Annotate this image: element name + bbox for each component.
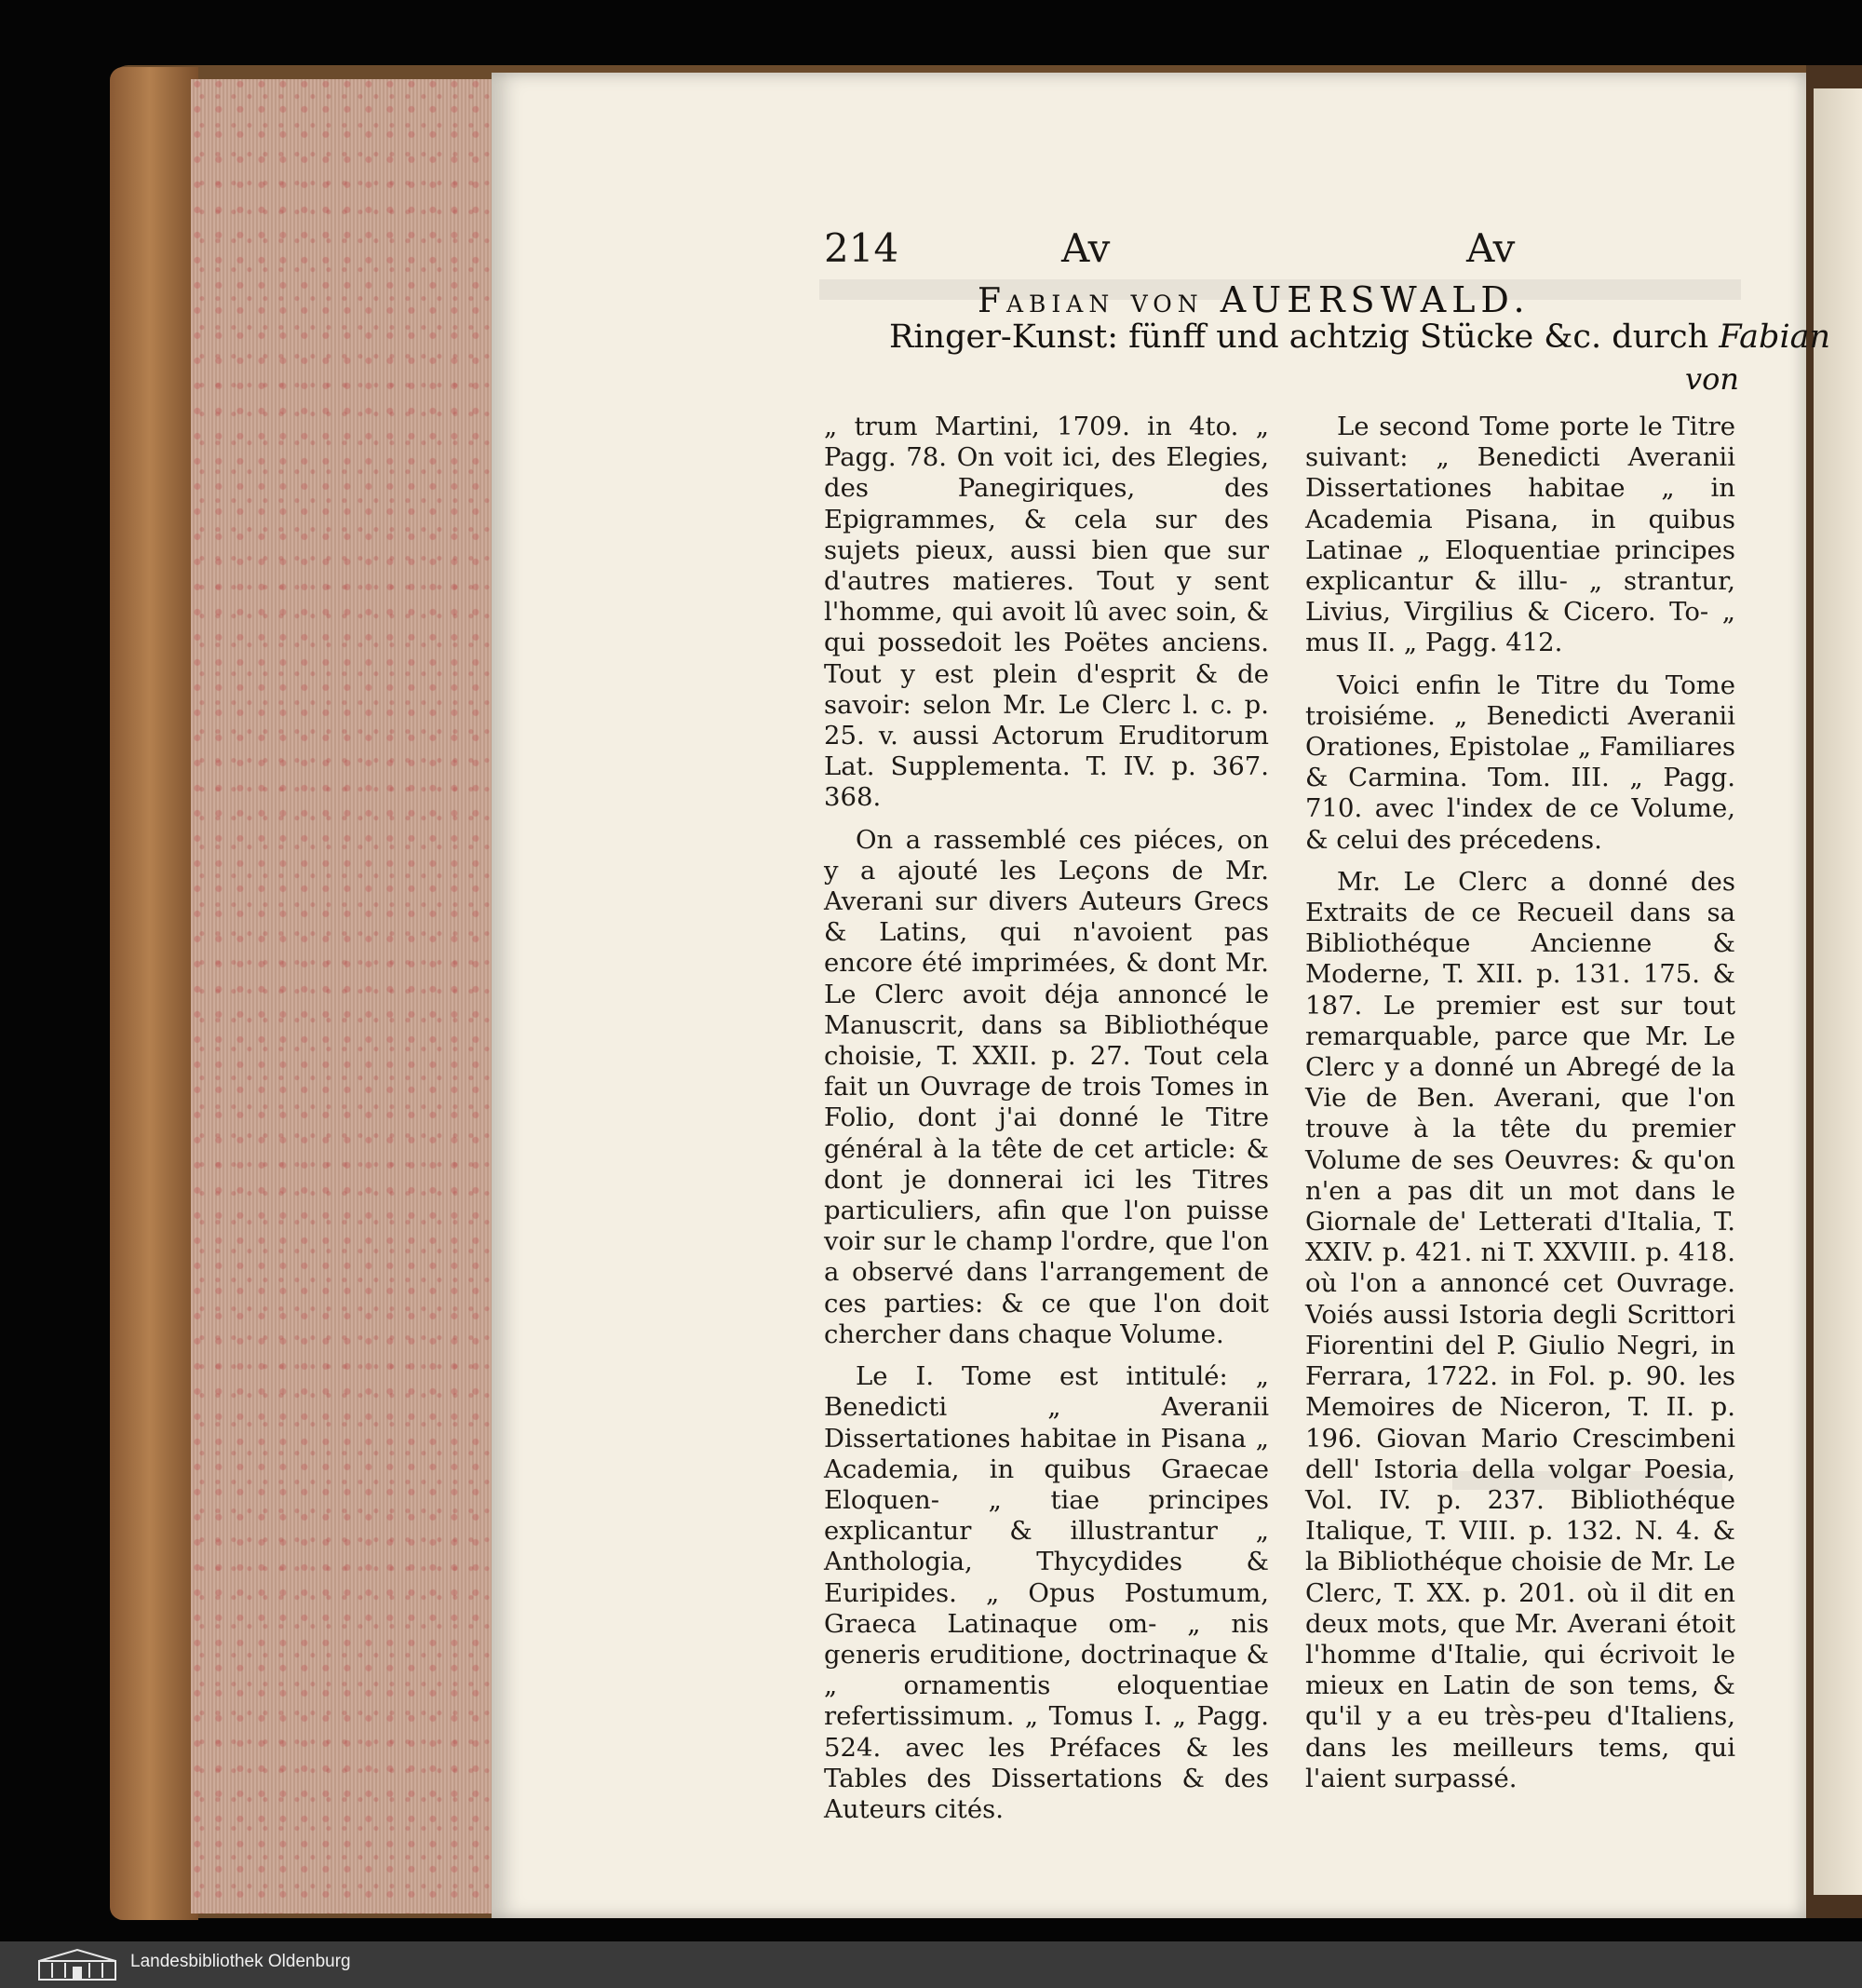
book-spine: [110, 67, 198, 1920]
viewer-footer: [0, 1941, 1862, 1988]
text-column-left: [824, 412, 1269, 1836]
paragraph: Le I. Tome est intitulé: „ Benedicti „ Averanii Dissertationes habitae in Pisana „ Academia, in quibus Graecae Eloquen- „ tiae principes explicantur & illustrantur „ Anthologia, Thycydides & Euripides. „ Opus Postumum, Graeca Latinaque om- „ nis generis eruditione, doctrinaque & „ ornamentis eloquentiae refertissimum. „ Tomus I. „ Pagg. 524. avec les Préfaces & les Tables des Dissertations & des Auteurs cités.: [824, 1361, 1269, 1824]
paragraph: On a rassemblé ces piéces, on y a ajouté les Leçons de Mr. Averani sur divers Auteurs Grecs & Latins, qui n'avoient pas encore été imprimées, & dont Mr. Le Clerc avoit déja annoncé le Manuscrit, dans sa Bibliothéque choisie, T. XXII. p. 27. Tout cela fait un Ouvrage de trois Tomes in Folio, dont j'ai donné le Titre général à la tête de cet article: & dont je donnerai ici les Titres particuliers, afin que l'on puisse voir sur le champ l'ordre, que l'on a observé dans l'arrangement de ces parties: & ce que l'on doit chercher dans chaque Volume.: [824, 824, 1269, 1349]
running-head-left: Av: [1061, 225, 1111, 271]
entry-subtitle-italic: Fabian: [1719, 318, 1831, 356]
running-head: [824, 225, 1541, 272]
paragraph: Mr. Le Clerc a donné des Extraits de ce Recueil dans sa Bibliothéque Ancienne & Moderne, T. XII. p. 131. 175. & 187. Le premier est sur tout remarquable, parce que Mr. Le Clerc y a donné un Abregé de la Vie de Ben. Averani, que l'on trouve à la tête du premier Volume de ses Oeuvres: & qu'on n'en a pas dit un mot dans le Giornale de' Letterati d'Italia, T. XXIV. p. 421. ni T. XXVIII. p. 418. où l'on a annoncé cet Ouvrage. Voiés aussi Istoria degli Scrittori Fiorentini del P. Giulio Negri, in Ferrara, 1722. in Fol. p. 90. les Memoires de Niceron, T. II. p. 196. Giovan Mario Crescimbeni dell' Istoria della volgar Poesia, Vol. IV. p. 237. Bibliothéque Italique, T. VIII. p. 132. N. 4. & la Bibliothéque choisie de Mr. Le Clerc, T. XX. p. 201. où il dit en deux mots, que Mr. Averani étoit l'homme d'Italie, qui écrivoit le mieux en Latin de son tems, & qu'il y a eu très-peu d'Italiens, dans les meilleurs tems, qui l'aient surpassé.: [1305, 866, 1735, 1793]
library-name: Landesbibliothek Oldenburg: [130, 1952, 351, 1971]
entry-subtitle-cont: von: [1685, 361, 1739, 397]
entry-title: [978, 279, 1531, 320]
entry-subtitle-text: Ringer-Kunst: fünff und achtzig Stücke &c. durch: [889, 318, 1709, 356]
entry-title-name: AUERSWALD.: [1220, 279, 1531, 320]
paragraph: Le second Tome porte le Titre suivant: „ Benedicti Averanii Dissertationes habitae „ in Academia Pisana, in quibus Latinae „ Eloquentiae principes explicantur & illu- „ strantur, Livius, Virgilius & Cicero. To- „ mus II. „ Pagg. 412.: [1305, 412, 1735, 658]
entry-subtitle: [889, 318, 1830, 356]
paragraph: Voici enfin le Titre du Tome troisiéme. „ Benedicti Averanii Orationes, Epistolae „ Familiares & Carmina. Tom. III. „ Pagg. 710. avec l'index de ce Volume, & celui des précedens.: [1305, 669, 1735, 855]
page-edges: [191, 79, 493, 1914]
library-building-icon: [35, 1948, 119, 1981]
page-number: 214: [824, 225, 899, 271]
facing-page-edge: [1814, 88, 1862, 1895]
text-column-right: [1305, 412, 1735, 1805]
entry-title-prefix: Fabian von: [978, 282, 1204, 320]
running-head-right: Av: [1466, 225, 1516, 271]
paragraph: „ trum Martini, 1709. in 4to. „ Pagg. 78. On voit ici, des Elegies, des Panegiriques, des Epigrammes, & cela sur des sujets pieux, aussi bien que sur d'autres matieres. Tout y sent l'homme, qui avoit lû avec soin, & qui possedoit les Poëtes anciens. Tout y est plein d'esprit & de savoir: selon Mr. Le Clerc l. c. p. 25. v. aussi Actorum Eruditorum Lat. Supplementa. T. IV. p. 367. 368.: [824, 412, 1269, 813]
